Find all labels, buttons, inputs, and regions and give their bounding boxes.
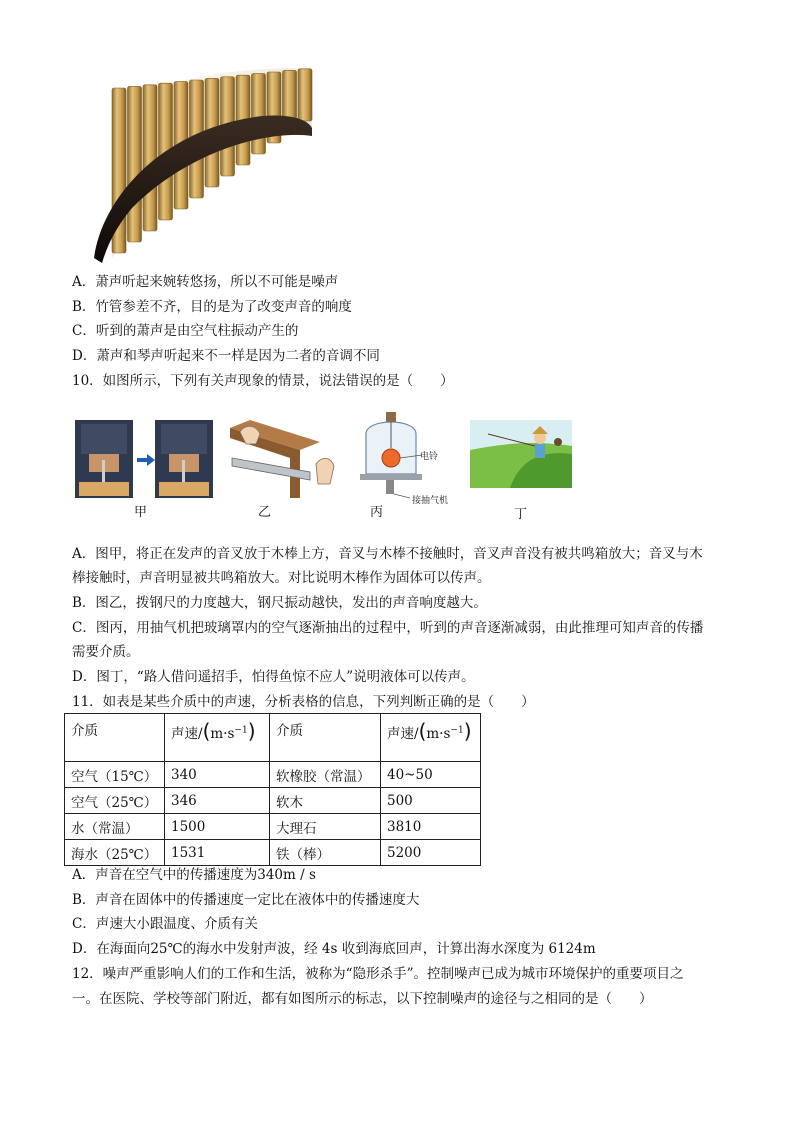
unit-exp: −1	[234, 725, 248, 736]
pipe-tube	[128, 86, 142, 242]
table-cell: 铁（棒）	[270, 840, 381, 866]
header-speed-1	[165, 714, 270, 762]
pan-flute-image	[72, 58, 322, 263]
pipe-tubes	[112, 68, 312, 258]
table-cell: 346	[165, 788, 270, 814]
q9-option-b: B．竹管参差不齐，目的是为了改变声音的响度	[72, 299, 352, 315]
q10-option-c-line1: C．图丙，用抽气机把玻璃罩内的空气逐渐抽出的过程中，听到的声音逐渐减弱，由此推理可知声音的传播	[72, 620, 704, 636]
pipe-tube	[143, 85, 157, 231]
q11-option-d: D．在海面向25℃的海水中发射声波，经 4s 收到海底回声，计算出海水深度为 6124m	[72, 941, 596, 957]
caption-ding: 丁	[514, 507, 528, 522]
table-cell: 340	[165, 762, 270, 788]
table-header-row	[65, 714, 481, 762]
q10-option-b: B．图乙，拨钢尺的力度越大，钢尺振动越快，发出的声音响度越大。	[72, 595, 487, 611]
unit-paren-right: )	[463, 719, 472, 743]
unit-ms: m·s	[426, 726, 451, 742]
table-cell: 500	[381, 788, 481, 814]
bell-label: 电铃	[420, 452, 439, 462]
unit-exp: −1	[450, 725, 464, 736]
unit-paren-left: (	[418, 719, 427, 743]
q11-option-a: A．声音在空气中的传播速度为340m / s	[72, 867, 316, 883]
table-cell: 1531	[165, 840, 270, 866]
q10-option-a-line2: 棒接触时，声音明显被共鸣箱放大。对比说明木棒作为固体可以传声。	[72, 570, 491, 586]
q12-line2: 一。在医院、学校等部门附近，都有如图所示的标志，以下控制噪声的途径与之相同的是（ ）	[72, 991, 653, 1007]
q11-stem: 11．如表是某些介质中的声速，分析表格的信息，下列判断正确的是（ ）	[72, 694, 535, 710]
table-cell: 空气（25℃）	[65, 788, 165, 814]
q10-stem: 10．如图所示，下列有关声现象的情景，说法错误的是（ ）	[72, 373, 454, 389]
caption-bing: 丙	[370, 505, 384, 520]
figure-jia-tuning-fork	[75, 420, 213, 500]
q10-option-c-line2: 需要介质。	[72, 644, 140, 660]
unit-ms: m·s	[210, 726, 235, 742]
q11-option-b: B．声音在固体中的传播速度一定比在液体中的传播速度大	[72, 892, 420, 908]
header-medium-1: 介质	[65, 714, 165, 762]
figure-ding-fishing	[470, 420, 572, 488]
table-cell: 大理石	[270, 814, 381, 840]
table-cell: 40~50	[381, 762, 481, 788]
q9-option-c: C．听到的萧声是由空气柱振动产生的	[72, 323, 299, 339]
speed-label: 声速/	[387, 726, 419, 742]
q10-option-a-line1: A．图甲，将正在发声的音叉放于木棒上方，音叉与木棒不接触时，音叉声音没有被共鸣箱放大；音叉与木	[72, 546, 703, 562]
q9-option-a: A．萧声听起来婉转悠扬，所以不可能是噪声	[72, 274, 339, 290]
q11-option-c: C．声速大小跟温度、介质有关	[72, 916, 258, 932]
pipe-tube	[298, 69, 312, 121]
table-cell: 水（常温）	[65, 814, 165, 840]
unit-paren-left: (	[202, 719, 211, 743]
pump-label: 接抽气机	[412, 496, 449, 506]
q10-option-d: D．图丁，“路人借问遥招手，怕得鱼惊不应人”说明液体可以传声。	[72, 669, 475, 685]
table-row	[65, 762, 481, 788]
speed-label: 声速/	[171, 726, 203, 742]
table-cell: 空气（15℃）	[65, 762, 165, 788]
sound-speed-table	[64, 713, 481, 866]
table-row	[65, 840, 481, 866]
unit-paren-right: )	[247, 719, 256, 743]
caption-yi: 乙	[258, 505, 272, 520]
table-cell: 软木	[270, 788, 381, 814]
table-cell: 5200	[381, 840, 481, 866]
pipe-tube	[252, 74, 266, 154]
table-cell: 海水（25℃）	[65, 840, 165, 866]
table-cell: 3810	[381, 814, 481, 840]
table-row	[65, 788, 481, 814]
figure-yi-ruler	[230, 420, 342, 498]
caption-jia: 甲	[134, 505, 148, 520]
q12-line1: 12．噪声严重影响人们的工作和生活，被称为“隐形杀手”。控制噪声已成为城市环境保护的重要项目之	[72, 966, 684, 982]
table-cell: 软橡胶（常温）	[270, 762, 381, 788]
header-speed-2	[381, 714, 481, 762]
q9-option-d: D．萧声和琴声听起来不一样是因为二者的音调不同	[72, 348, 380, 364]
table-cell: 1500	[165, 814, 270, 840]
header-medium-2: 介质	[270, 714, 381, 762]
table-row	[65, 814, 481, 840]
